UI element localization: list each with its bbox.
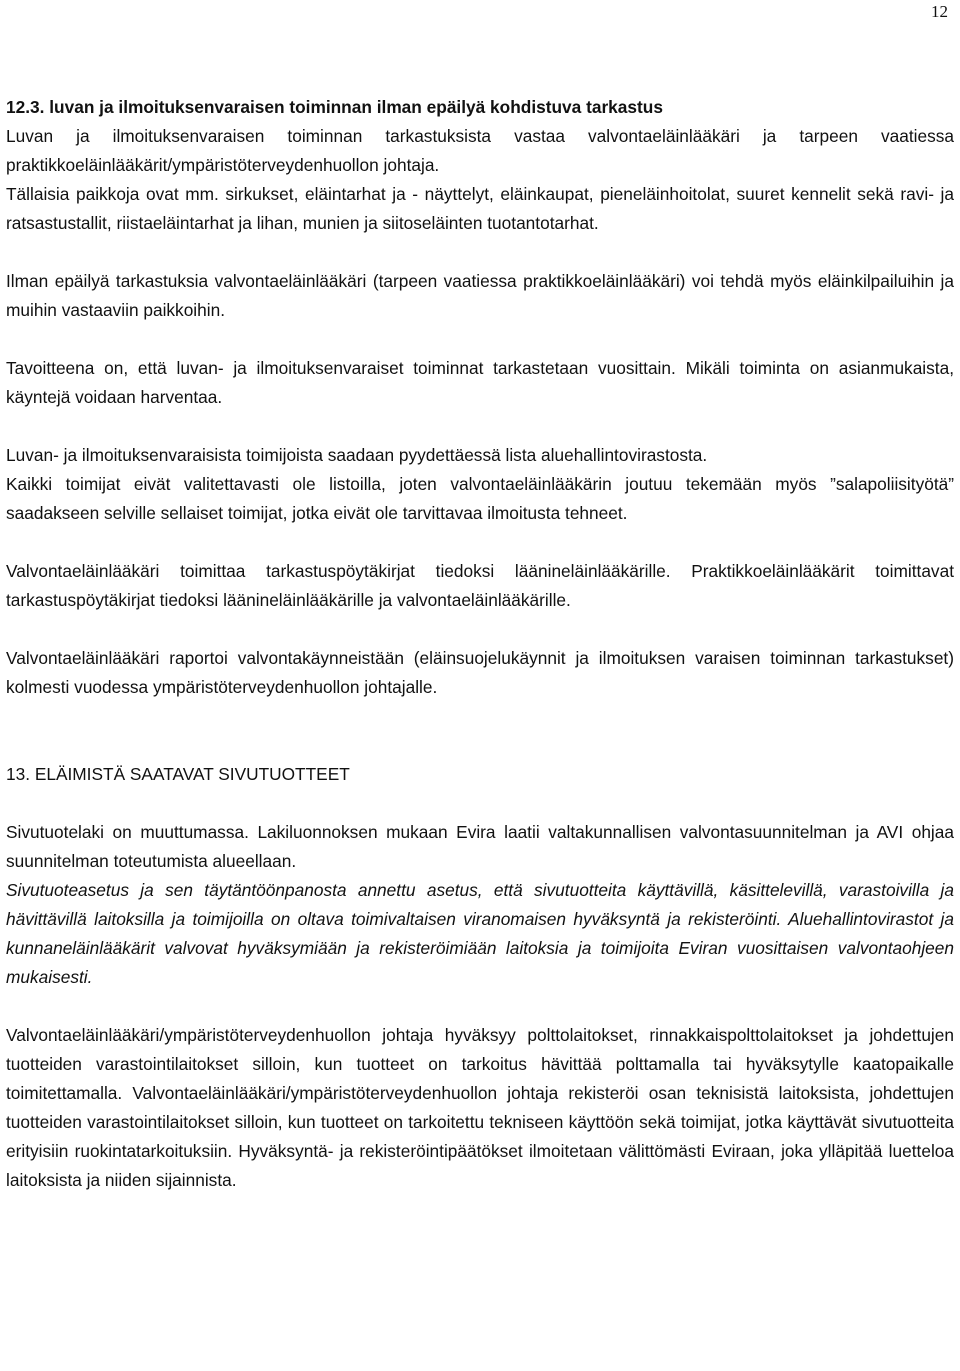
paragraph: Luvan ja ilmoituksenvaraisen toiminnan tarkastuksista vastaa valvontaeläinlääkäri ja tarpeen vaatiessa praktikkoeläinlääkärit/ympäristöterveydenhuollon johtaja. — [6, 126, 954, 175]
paragraph: Tavoitteena on, että luvan- ja ilmoituksenvaraiset toiminnat tarkastetaan vuosittain. Mikäli toiminta on asianmukaista, käyntejä voidaan harventaa. — [6, 358, 954, 407]
paragraph: Tällaisia paikkoja ovat mm. sirkukset, eläintarhat ja - näyttelyt, eläinkaupat, pieneläinhoitolat, suuret kennelit sekä ravi- ja ratsastustallit, riistaeläintarhat ja lihan, munien ja siitoseläinten tuotantotarhat. — [6, 184, 954, 233]
paragraph: Valvontaeläinlääkäri toimittaa tarkastuspöytäkirjat tiedoksi läänineläinlääkärille. Praktikkoeläinlääkärit toimittavat tarkastuspöytäkirjat tiedoksi läänineläinlääkärille ja valvontaeläinlääkärille. — [6, 561, 954, 610]
paragraph: Ilman epäilyä tarkastuksia valvontaeläinlääkäri (tarpeen vaatiessa praktikkoeläinlääkäri) voi tehdä myös eläinkilpailuihin ja muihin vastaaviin paikkoihin. — [6, 271, 954, 320]
paragraph: Kaikki toimijat eivät valitettavasti ole listoilla, joten valvontaeläinlääkärin joutuu tekemään myös ”salapoliisityötä” saadakseen selville sellaiset toimijat, jotka eivät ole tarvittavaa ilmoitusta tehneet. — [6, 474, 954, 523]
section-12-3-heading: 12.3. luvan ja ilmoituksenvaraisen toiminnan ilman epäilyä kohdistuva tarkastus — [6, 97, 663, 117]
paragraph: Sivutuotelaki on muuttumassa. Lakiluonnoksen mukaan Evira laatii valtakunnallisen valvontasuunnitelman ja AVI ohjaa suunnitelman toteutumista alueellaan. — [6, 822, 954, 871]
section-13-heading: 13. ELÄIMISTÄ SAATAVAT SIVUTUOTTEET — [6, 764, 350, 784]
paragraph: Valvontaeläinlääkäri/ympäristöterveydenhuollon johtaja hyväksyy polttolaitokset, rinnakkaispolttolaitokset ja johdettujen tuotteiden varastointilaitokset silloin, kun tuotteet on tarkoitus hävittää polttamalla tai hyväksytylle kaatopaikalle toimitettamalla. Valvontaeläinlääkäri/ympäristöterveydenhuollon johtaja rekisteröi osan teknisistä laitoksista, johdettujen tuotteiden varastointilaitokset silloin, kun tuotteet on tarkoitettu tekniseen käyttöön sekä toimijat, jotka käyttävät sivutuotteita erityisiin ruokintatarkoituksiin. Hyväksyntä- ja rekisteröintipäätökset ilmoitetaan välittömästi Eviraan, joka ylläpitää luetteloa laitoksista ja niiden sijainnista. — [6, 1025, 954, 1190]
document-body — [6, 93, 954, 1195]
paragraph: Luvan- ja ilmoituksenvaraisista toimijoista saadaan pyydettäessä lista aluehallintovirastosta. — [6, 445, 708, 465]
paragraph: Sivutuoteasetus ja sen täytäntöönpanosta annettu asetus, että sivutuotteita käyttävillä, käsittelevillä, varastoivilla ja hävittävillä laitoksilla ja toimijoilla on oltava toimivaltaisen viranomaisen hyväksyntä ja rekisteröinti. Aluehallintovirastot ja kunnaneläinlääkärit valvovat hyväksymiään ja rekisteröimiään laitoksia ja toimijoita Eviran vuosittaisen valvontaohjeen mukaisesti. — [6, 880, 954, 987]
paragraph: Valvontaeläinlääkäri raportoi valvontakäynneistään (eläinsuojelukäynnit ja ilmoituksen varaisen toiminnan tarkastukset) kolmesti vuodessa ympäristöterveydenhuollon johtajalle. — [6, 648, 954, 697]
page-number: 12 — [931, 2, 948, 21]
